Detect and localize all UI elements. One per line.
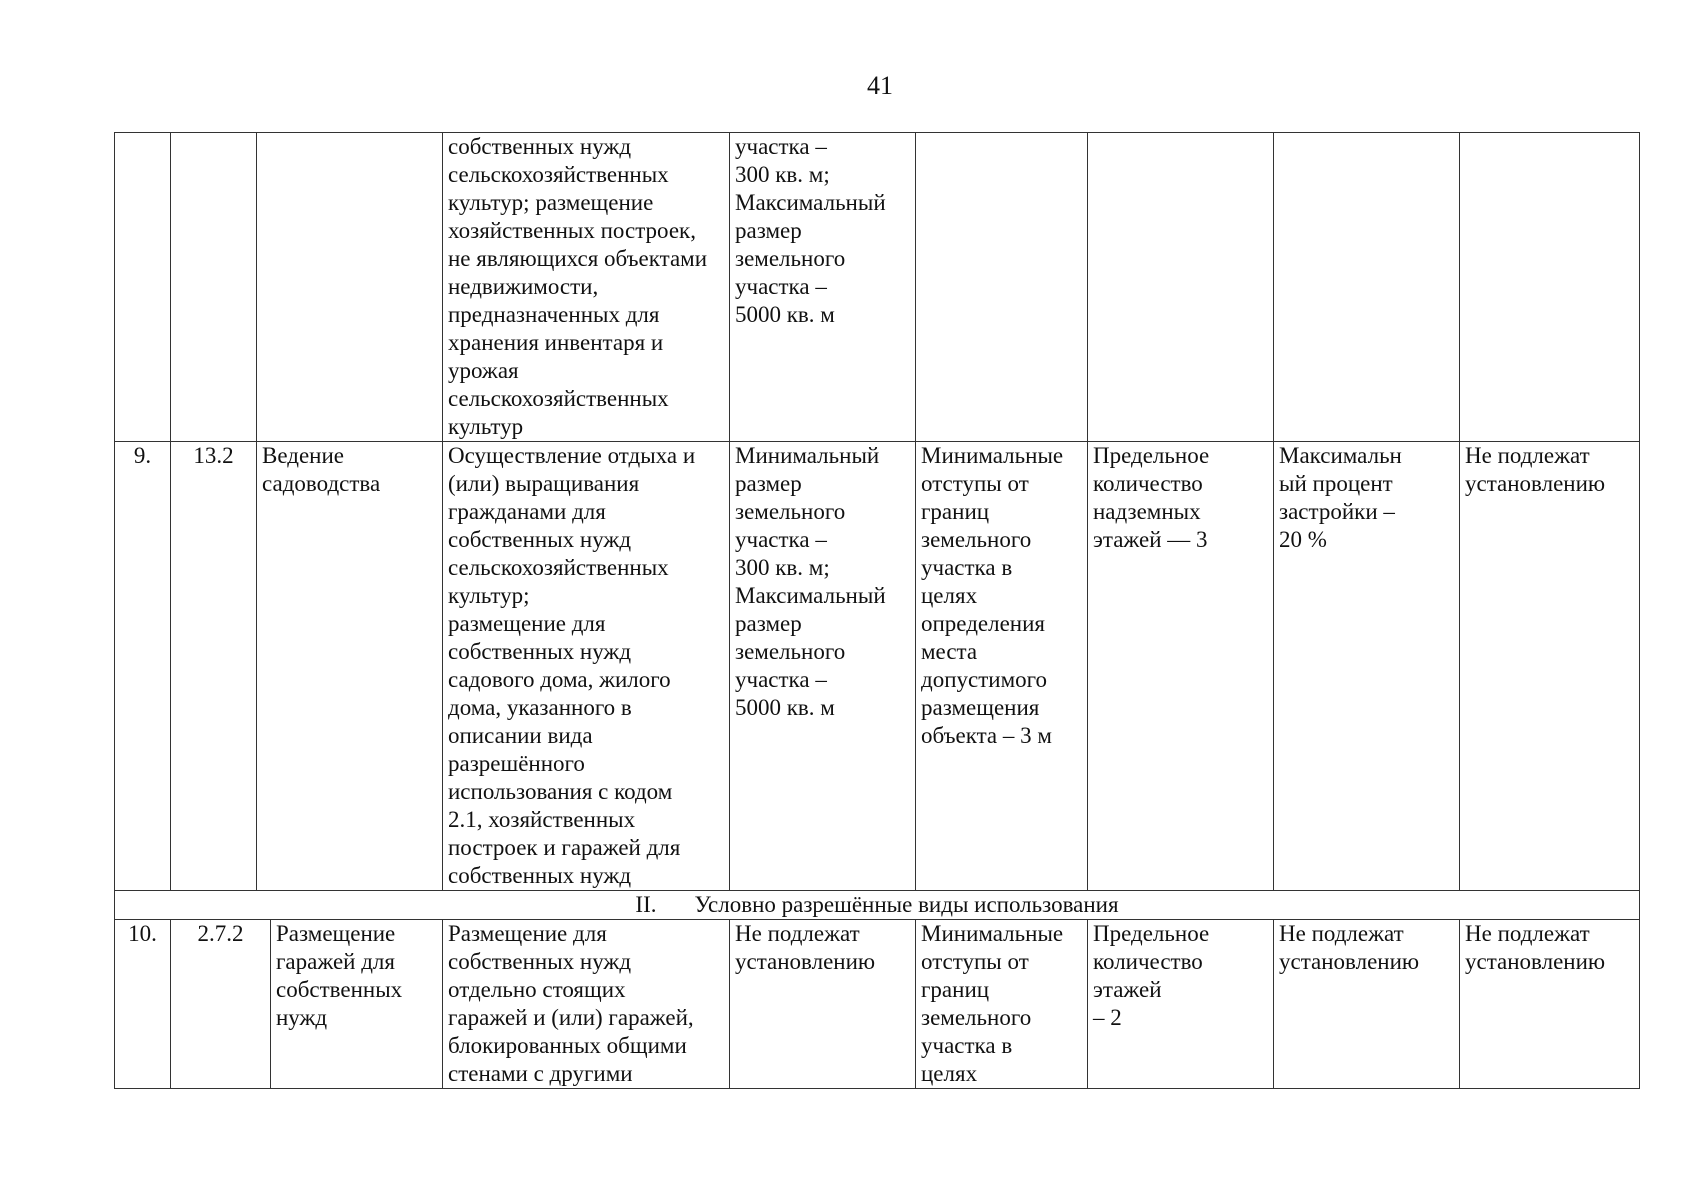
cell-setbacks: Минимальные отступы от границ земельного участка в целях (916, 920, 1088, 1089)
cell-description: Осуществление отдыха и (или) выращивания гражданами для собственных нужд сельскохозяйственных культур; размещение для собственных нужд садового дома, жилого дома, указанного в описании вида разрешённого использования с кодом 2.1, хозяйственных построек и гаражей для собственных нужд (443, 442, 730, 891)
section-title (115, 891, 1640, 920)
cell-number: 10. (115, 920, 171, 1089)
cell-floors (1088, 133, 1274, 442)
cell-floors: Предельное количество надземных этажей — 3 (1088, 442, 1274, 891)
cell-other (1460, 133, 1640, 442)
table-row-continued (115, 133, 1640, 442)
table-row-10 (115, 920, 1640, 1089)
cell-code (171, 133, 257, 442)
cell-coverage (1274, 133, 1460, 442)
cell-coverage: Не подлежат установлению (1274, 920, 1460, 1089)
section-header-row (115, 891, 1640, 920)
cell-code: 2.7.2 (171, 920, 271, 1089)
cell-name: Ведение садоводства (257, 442, 443, 891)
cell-setbacks: Минимальные отступы от границ земельного участка в целях определения места допустимого размещения объекта – 3 м (916, 442, 1088, 891)
cell-code: 13.2 (171, 442, 257, 891)
section-roman-numeral: II. (635, 892, 657, 917)
cell-plot-size: Не подлежат установлению (730, 920, 916, 1089)
cell-description: Размещение для собственных нужд отдельно стоящих гаражей и (или) гаражей, блокированных общими стенами с другими (443, 920, 730, 1089)
zoning-regulations-table (114, 132, 1640, 1089)
cell-name: Размещение гаражей для собственных нужд (271, 920, 443, 1089)
page-number: 41 (867, 71, 893, 100)
cell-number: 9. (115, 442, 171, 891)
table-row-9 (115, 442, 1640, 891)
cell-plot-size: участка – 300 кв. м; Максимальный размер земельного участка – 5000 кв. м (730, 133, 916, 442)
cell-plot-size: Минимальный размер земельного участка – 300 кв. м; Максимальный размер земельного участка – 5000 кв. м (730, 442, 916, 891)
section-title-text: Условно разрешённые виды использования (694, 892, 1119, 917)
cell-other: Не подлежат установлению (1460, 442, 1640, 891)
cell-name (257, 133, 443, 442)
cell-other: Не подлежат установлению (1460, 920, 1640, 1089)
cell-floors: Предельное количество этажей – 2 (1088, 920, 1274, 1089)
cell-setbacks (916, 133, 1088, 442)
cell-number (115, 133, 171, 442)
cell-coverage: Максимальн ый процент застройки – 20 % (1274, 442, 1460, 891)
cell-description: собственных нужд сельскохозяйственных культур; размещение хозяйственных построек, не являющихся объектами недвижимости, предназначенных для хранения инвентаря и урожая сельскохозяйственных культур (443, 133, 730, 442)
